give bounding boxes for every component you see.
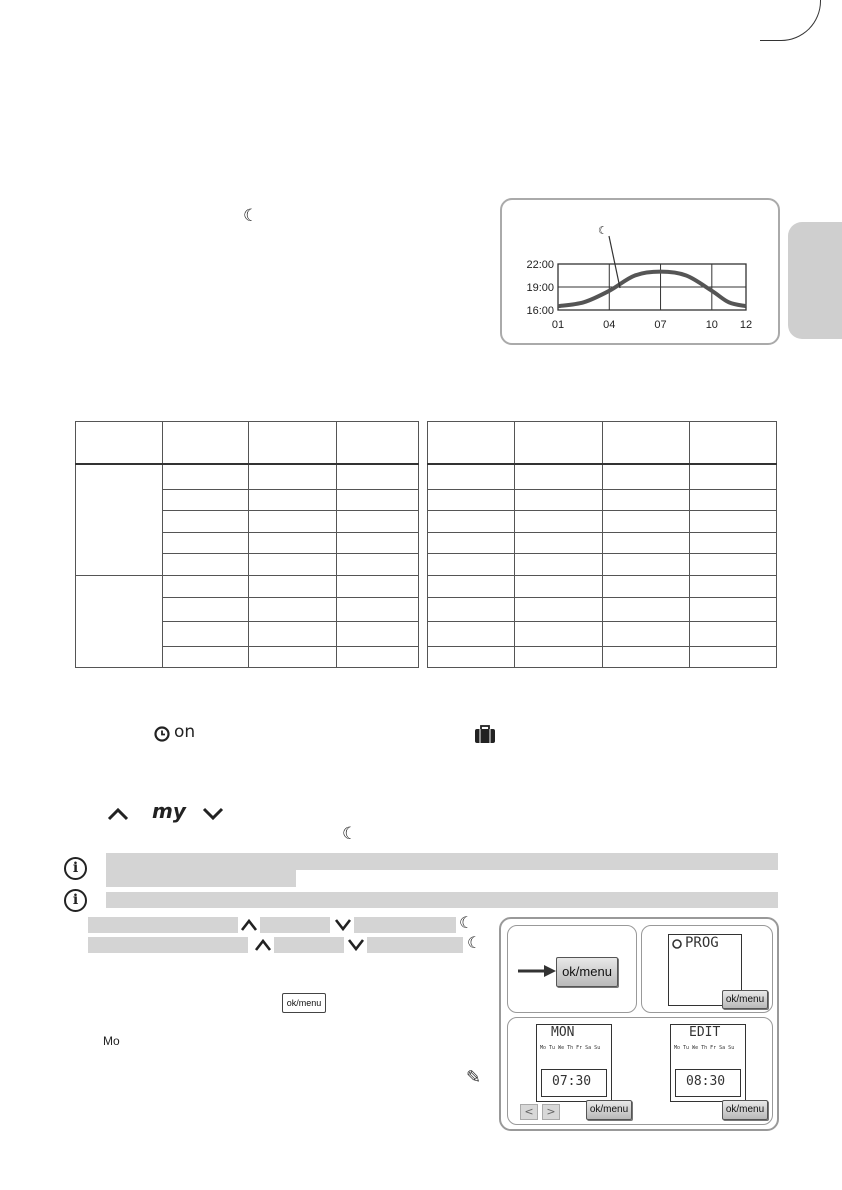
info-highlight-bar: [106, 853, 778, 870]
ok-menu-button[interactable]: ok/menu: [722, 1100, 768, 1120]
info-icon: i: [64, 857, 87, 880]
highlight-segment: [88, 937, 248, 953]
step-prog: [641, 925, 773, 1013]
moon-icon: ☾: [342, 824, 358, 844]
inline-ok-menu-key: ok/menu: [282, 993, 326, 1013]
clock-icon: [672, 939, 682, 949]
table-header-cell: [337, 422, 419, 464]
highlight-segment: [354, 917, 456, 933]
ok-menu-button[interactable]: ok/menu: [586, 1100, 632, 1120]
lcd-screen-mon: [536, 1024, 612, 1102]
step-select-day: [507, 1017, 773, 1125]
up-chevron-icon: [240, 918, 258, 932]
chart-moon-pointer: [609, 236, 620, 288]
schedule-table-right: [427, 421, 777, 668]
moon-icon: ☾: [467, 933, 482, 952]
moon-icon: ☾: [459, 913, 474, 932]
lcd-time-1: 07:30: [552, 1074, 592, 1089]
down-chevron-icon: [202, 807, 224, 821]
chart-y-tick-label: 22:00: [526, 259, 554, 271]
chart-x-tick-label: 01: [551, 319, 565, 331]
down-chevron-icon: [347, 938, 365, 952]
table-header-cell: [249, 422, 337, 464]
down-chevron-icon: [334, 918, 352, 932]
up-chevron-icon: [107, 807, 129, 821]
up-chevron-icon: [254, 938, 272, 952]
page-corner-line: [760, 0, 821, 41]
weekday-row: Mo Tu We Th Fr Sa Su: [540, 1045, 601, 1051]
ok-menu-button[interactable]: ok/menu: [556, 957, 618, 987]
table-group-cell: [76, 464, 163, 576]
ok-menu-button[interactable]: ok/menu: [722, 990, 768, 1009]
steps-illustration: [499, 917, 779, 1131]
weekday-row: Mo Tu We Th Fr Sa Su: [674, 1045, 735, 1051]
info-icon: i: [64, 889, 87, 912]
my-label: my: [152, 799, 186, 823]
table-header-cell: [162, 422, 249, 464]
moon-icon: ☾: [598, 225, 608, 237]
suitcase-icon: [474, 725, 496, 744]
moon-icon: ☾: [243, 206, 259, 226]
highlight-segment: [367, 937, 463, 953]
chart-x-tick-label: 10: [705, 319, 718, 331]
lcd-prog-text: PROG: [685, 935, 719, 951]
time-box: [675, 1069, 741, 1097]
lcd-screen-edit: [670, 1024, 746, 1102]
sunset-chart: [502, 200, 778, 343]
chart-x-tick-label: 12: [739, 319, 753, 331]
step-press-ok: [507, 925, 637, 1013]
side-language-tab: [788, 222, 842, 339]
highlight-segment: [88, 917, 238, 933]
info-highlight-bar: [106, 870, 296, 887]
info-highlight-bar: [106, 892, 778, 908]
highlight-segment: [274, 937, 344, 953]
lcd-time-2: 08:30: [686, 1074, 726, 1089]
chart-x-tick-label: 04: [603, 319, 616, 331]
chart-y-tick-label: 19:00: [526, 282, 554, 294]
left-arrow-button[interactable]: <: [520, 1104, 538, 1120]
chart-x-tick-label: 07: [654, 319, 667, 331]
time-box: [541, 1069, 607, 1097]
chart-series-line: [558, 272, 746, 307]
schedule-table-left: [75, 421, 419, 668]
table-header-cell: [76, 422, 163, 464]
chart-y-tick-label: 16:00: [526, 305, 554, 317]
clock-icon: [154, 726, 170, 742]
clock-on-label: on: [174, 722, 196, 742]
right-arrow-button[interactable]: >: [542, 1104, 560, 1120]
sunset-chart-panel: [500, 198, 780, 345]
lcd-edit-text: EDIT: [689, 1025, 721, 1040]
arrow-right-icon: [518, 964, 558, 978]
pencil-icon: ✎: [466, 1067, 482, 1088]
mo-label: Mo: [103, 1034, 120, 1048]
highlight-segment: [260, 917, 330, 933]
lcd-mon-text: MON: [551, 1025, 575, 1040]
table-group-cell: [76, 576, 163, 668]
